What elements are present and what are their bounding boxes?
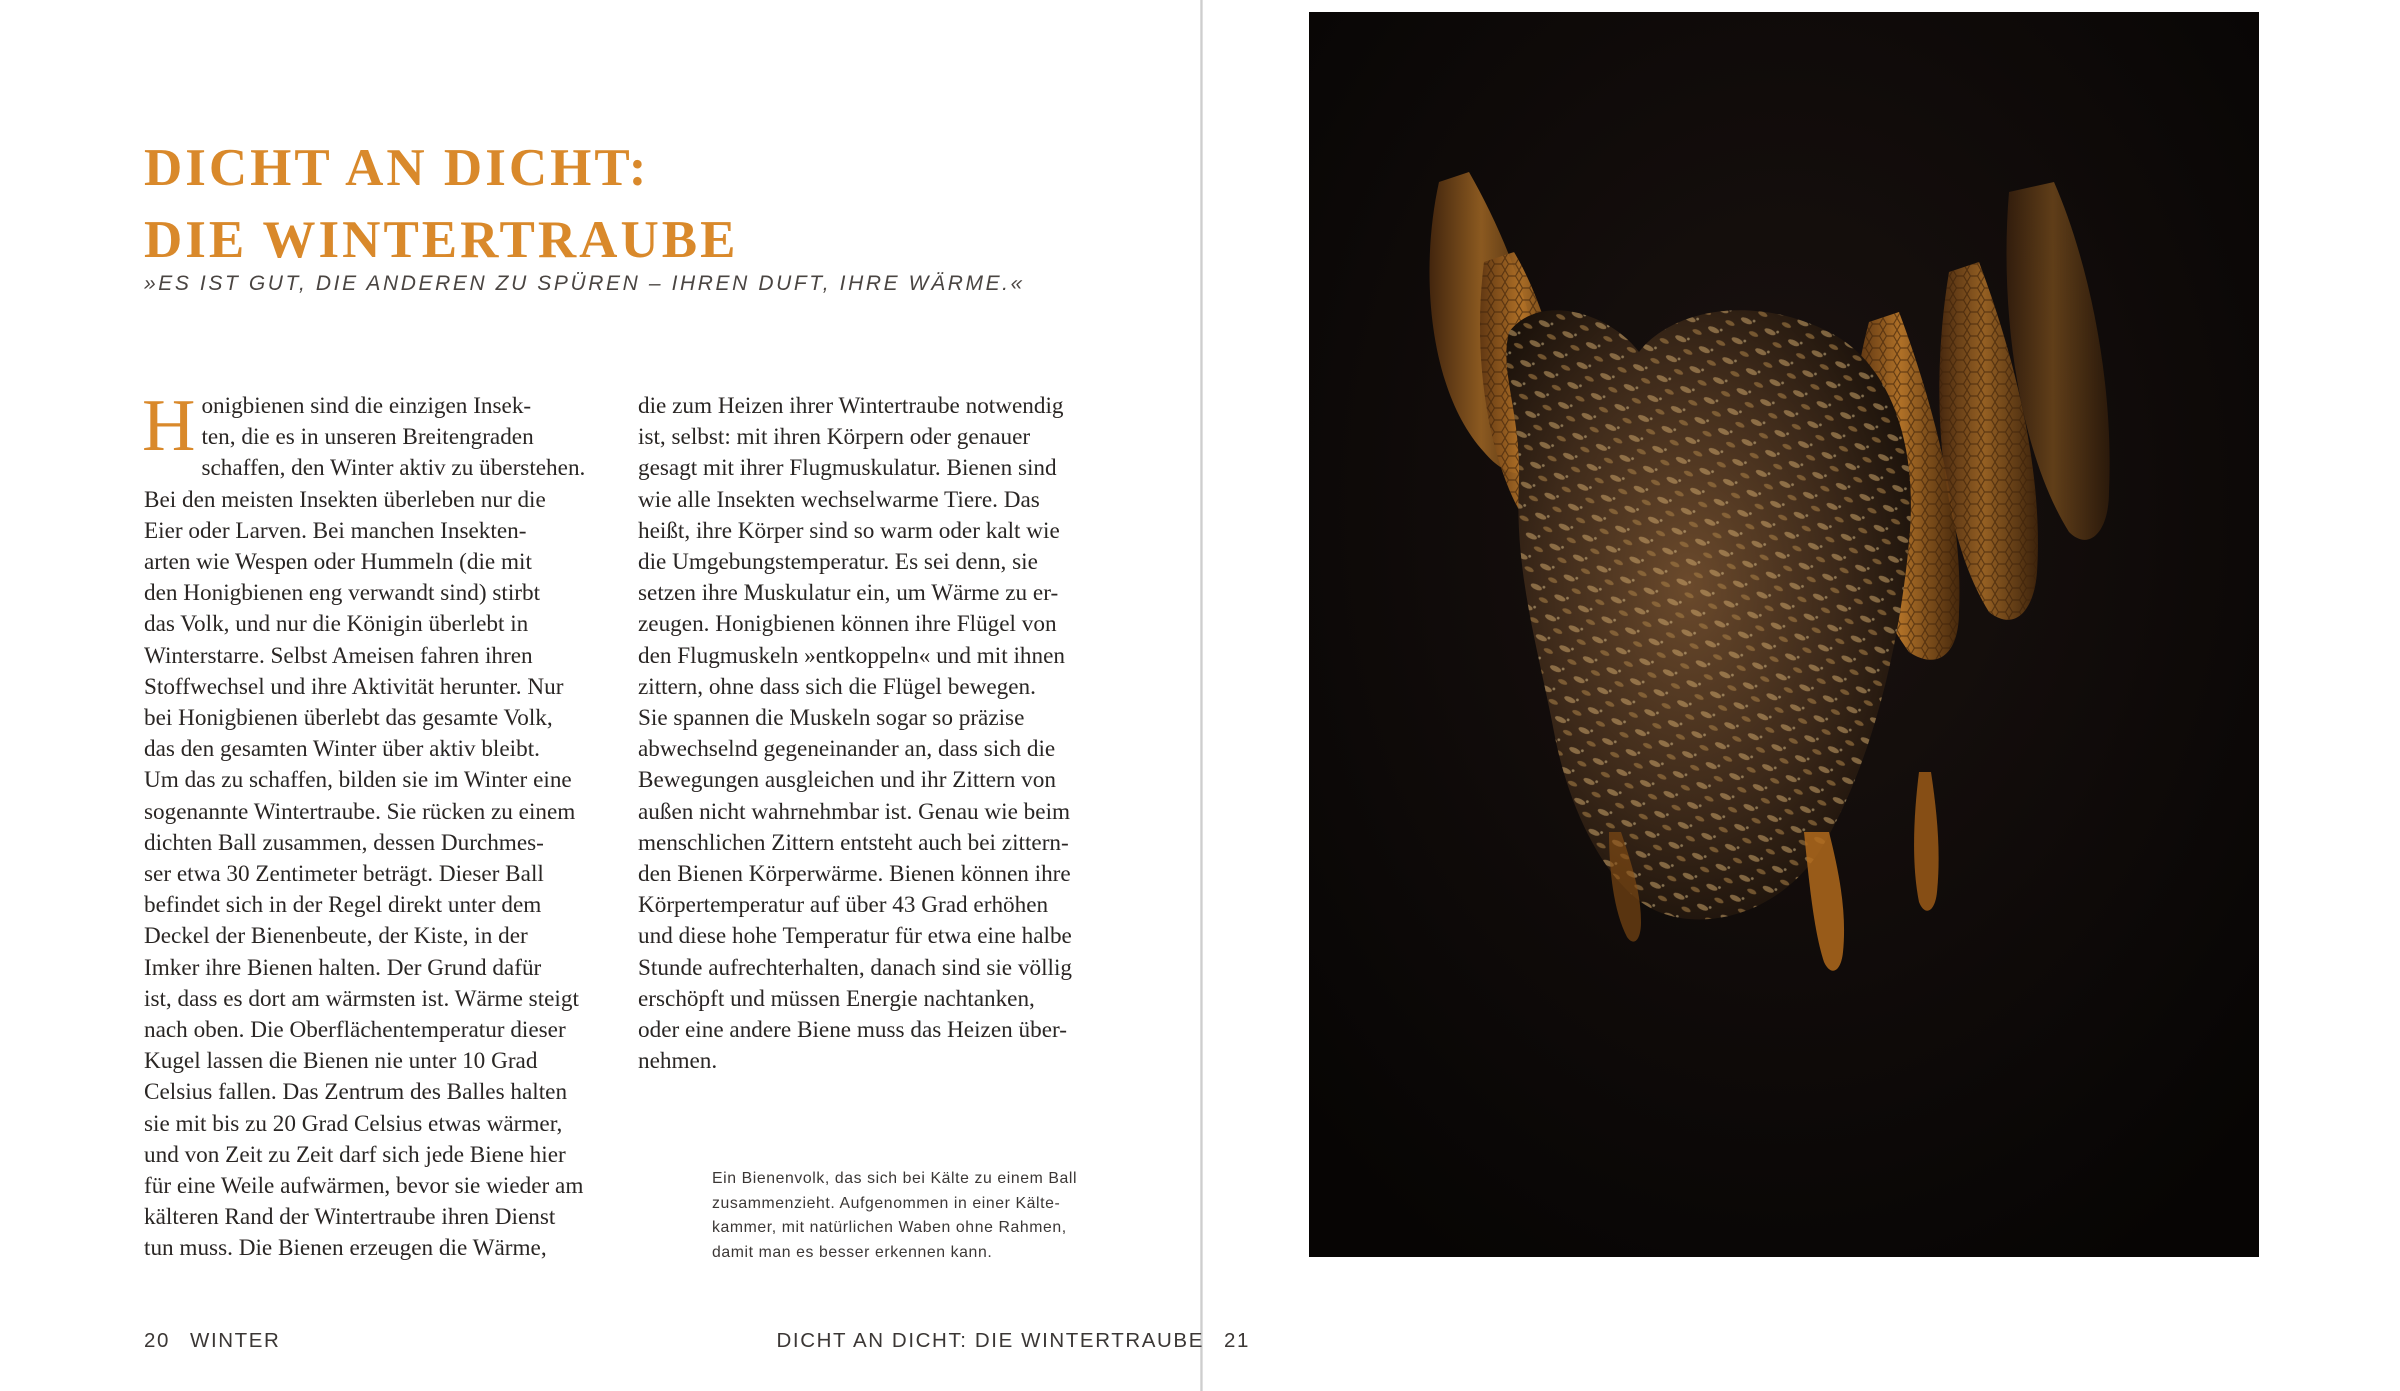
- body-text-line: Stunde aufrechterhalten, danach sind sie völlig: [638, 954, 1072, 981]
- column-1-lines: [142, 385, 600, 1265]
- body-text-line: bei Honigbienen überlebt das gesamte Volk,: [144, 705, 553, 732]
- body-text-line: Imker ihre Bienen halten. Der Grund dafür: [144, 954, 542, 981]
- body-text-line: kälteren Rand der Wintertraube ihren Dienst: [144, 1204, 556, 1231]
- caption-text-line: kammer, mit natürlichen Waben ohne Rahmen,: [712, 1219, 1067, 1236]
- body-text-line: zeugen. Honigbienen können ihre Flügel von: [638, 611, 1057, 638]
- body-text-line: Sie spannen die Muskeln sogar so präzise: [638, 705, 1025, 732]
- section-name: WINTER: [190, 1329, 281, 1352]
- body-text-line: ser etwa 30 Zentimeter beträgt. Dieser Ball: [144, 861, 544, 888]
- body-text-line: setzen ihre Muskulatur ein, um Wärme zu er-: [638, 580, 1059, 607]
- body-text-line: Körpertemperatur auf über 43 Grad erhöhen: [638, 892, 1049, 919]
- body-text-line: nach oben. Die Oberflächentemperatur dieser: [144, 1017, 566, 1044]
- drop-cap: H: [142, 385, 196, 467]
- body-text-line: wie alle Insekten wechselwarme Tiere. Das: [638, 486, 1040, 513]
- body-text-line: Kugel lassen die Bienen nie unter 10 Grad: [144, 1048, 538, 1075]
- caption-text-line: Ein Bienenvolk, das sich bei Kälte zu einem Ball: [712, 1170, 1078, 1187]
- body-text-line: und von Zeit zu Zeit darf sich jede Biene hier: [144, 1141, 566, 1168]
- running-head: DICHT AN DICHT: DIE WINTERTRAUBE: [776, 1329, 1204, 1352]
- body-text-line: Stoffwechsel und ihre Aktivität herunter. Nur: [144, 673, 564, 700]
- column-2-lines: [638, 391, 1094, 1077]
- body-text-line: erschöpft und müssen Energie nachtanken,: [638, 985, 1035, 1012]
- body-text-line: heißt, ihre Körper sind so warm oder kalt wie: [638, 517, 1060, 544]
- body-text-line: Winterstarre. Selbst Ameisen fahren ihren: [144, 642, 533, 669]
- title-line-2: DIE WINTERTRAUBE: [144, 211, 739, 269]
- folio-right: [777, 1329, 1250, 1353]
- body-text-line: nehmen.: [638, 1048, 718, 1075]
- body-text-line: das Volk, und nur die Königin überlebt in: [144, 611, 529, 638]
- body-text-line: befindet sich in der Regel direkt unter dem: [144, 892, 542, 919]
- body-text-line: abwechselnd gegeneinander an, dass sich die: [638, 736, 1056, 763]
- title-line-1: DICHT AN DICHT:: [144, 139, 650, 197]
- body-text-line: Um das zu schaffen, bilden sie im Winter eine: [144, 767, 572, 794]
- page-number-right: 21: [1223, 1329, 1250, 1352]
- body-text-line: oder eine andere Biene muss das Heizen über-: [638, 1017, 1067, 1044]
- body-text-line: das den gesamten Winter über aktiv bleibt.: [144, 736, 540, 763]
- body-text-line: gesagt mit ihrer Flugmuskulatur. Bienen sind: [638, 455, 1057, 482]
- bee-cluster-illustration: [1309, 12, 2259, 1257]
- body-text-line: menschlichen Zittern entsteht auch bei zittern-: [638, 829, 1069, 856]
- body-column-1: [142, 385, 600, 1265]
- caption-text-line: damit man es besser erkennen kann.: [712, 1243, 993, 1261]
- folio-left: [144, 1329, 280, 1353]
- epigraph-quote: »ES IST GUT, DIE ANDEREN ZU SPÜREN – IHREN DUFT, IHRE WÄRME.«: [144, 272, 1025, 295]
- body-column-2: [638, 391, 1094, 1077]
- body-text-line: zittern, ohne dass sich die Flügel bewegen.: [638, 673, 1036, 700]
- body-text-line: Celsius fallen. Das Zentrum des Balles halten: [144, 1079, 568, 1106]
- page-number-left: 20: [144, 1329, 171, 1352]
- body-text-line: ist, dass es dort am wärmsten ist. Wärme steigt: [144, 985, 579, 1012]
- photo-caption: [712, 1167, 1112, 1265]
- body-text-line: und diese hohe Temperatur für etwa eine halbe: [638, 923, 1072, 950]
- body-text-line: tun muss. Die Bienen erzeugen die Wärme,: [144, 1235, 547, 1262]
- body-text-line: den Bienen Körperwärme. Bienen können ihre: [638, 861, 1071, 888]
- caption-lines: [712, 1167, 1112, 1265]
- body-text-line: außen nicht wahrnehmbar ist. Genau wie beim: [638, 798, 1071, 825]
- body-text-line: die Umgebungstemperatur. Es sei denn, sie: [638, 549, 1038, 576]
- body-text-line: dichten Ball zusammen, dessen Durchmes-: [144, 829, 544, 856]
- body-text-line: ist, selbst: mit ihren Körpern oder genauer: [638, 424, 1031, 451]
- body-text-line: für eine Weile aufwärmen, bevor sie wieder am: [144, 1173, 584, 1200]
- body-text-line: Deckel der Bienenbeute, der Kiste, in der: [144, 923, 528, 950]
- body-text-line: ten, die es in unseren Breitengraden: [201, 424, 534, 451]
- body-text-line: sie mit bis zu 20 Grad Celsius etwas wärmer,: [144, 1110, 563, 1137]
- body-text-line: onigbienen sind die einzigen Insek-: [201, 393, 532, 419]
- body-text-line: Eier oder Larven. Bei manchen Insekten-: [144, 517, 527, 544]
- body-text-line: Bewegungen ausgleichen und ihr Zittern von: [638, 767, 1056, 794]
- bee-cluster-photo: [1309, 12, 2259, 1257]
- body-text-line: arten wie Wespen oder Hummeln (die mit: [144, 549, 532, 576]
- body-text-line: schaffen, den Winter aktiv zu überstehen.: [201, 455, 586, 482]
- body-text-line: sogenannte Wintertraube. Sie rücken zu einem: [144, 798, 576, 825]
- body-text-line: die zum Heizen ihrer Wintertraube notwendig: [638, 393, 1064, 419]
- body-text-line: Bei den meisten Insekten überleben nur die: [144, 486, 546, 513]
- chapter-title: [144, 132, 738, 276]
- body-text-line: den Honigbienen eng verwandt sind) stirbt: [144, 580, 541, 607]
- caption-text-line: zusammenzieht. Aufgenommen in einer Kälte-: [712, 1194, 1061, 1212]
- body-text-line: den Flugmuskeln »entkoppeln« und mit ihnen: [638, 642, 1065, 669]
